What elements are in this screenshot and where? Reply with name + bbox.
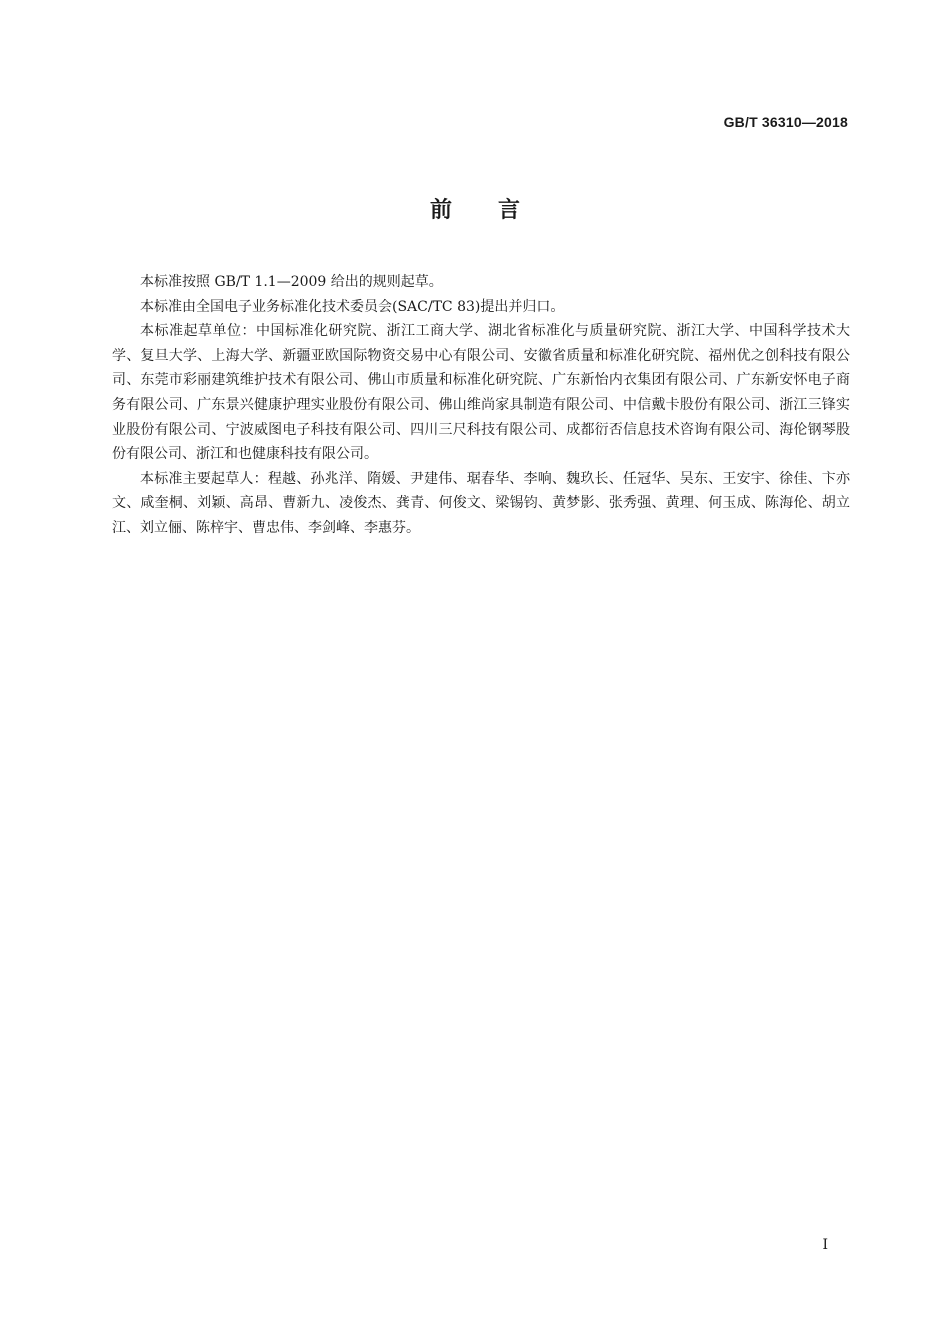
paragraph-drafters: 本标准主要起草人：程越、孙兆洋、隋媛、尹建伟、琚春华、李响、魏玖长、任冠华、吴东、王安宇、徐佳、卞亦文、咸奎桐、刘颖、高昂、曹新九、凌俊杰、龚青、何俊文、梁锡钧、黄梦影、张秀强、黄理、何玉成、陈海伦、胡立江、刘立俪、陈梓宇、曹忠伟、李剑峰、李惠芬。: [112, 470, 850, 536]
paragraph-drafting-units: 本标准起草单位：中国标准化研究院、浙江工商大学、湖北省标准化与质量研究院、浙江大学、中国科学技术大学、复旦大学、上海大学、新疆亚欧国际物资交易中心有限公司、安徽省质量和标准化研究院、福州优之创科技有限公司、东莞市彩丽建筑维护技术有限公司、佛山市质量和标准化研究院、广东新怡内衣集团有限公司、广东新安怀电子商务有限公司、广东景兴健康护理实业股份有限公司、佛山维尚家具制造有限公司、中信戴卡股份有限公司、浙江三锋实业股份有限公司、宁波威图电子科技有限公司、四川三尺科技有限公司、成都衍否信息技术咨询有限公司、海伦钢琴股份有限公司、浙江和也健康科技有限公司。: [112, 323, 850, 463]
paragraph-proposer: 本标准由全国电子业务标准化技术委员会(SAC/TC 83)提出并归口。: [140, 298, 565, 315]
paragraph-drafting-rules: 本标准按照 GB/T 1.1—2009 给出的规则起草。: [140, 274, 443, 290]
page-title: 前言: [429, 198, 566, 223]
preface-body: [112, 270, 850, 541]
page-number: I: [822, 1237, 828, 1253]
standard-code: GB/T 36310—2018: [723, 114, 848, 130]
